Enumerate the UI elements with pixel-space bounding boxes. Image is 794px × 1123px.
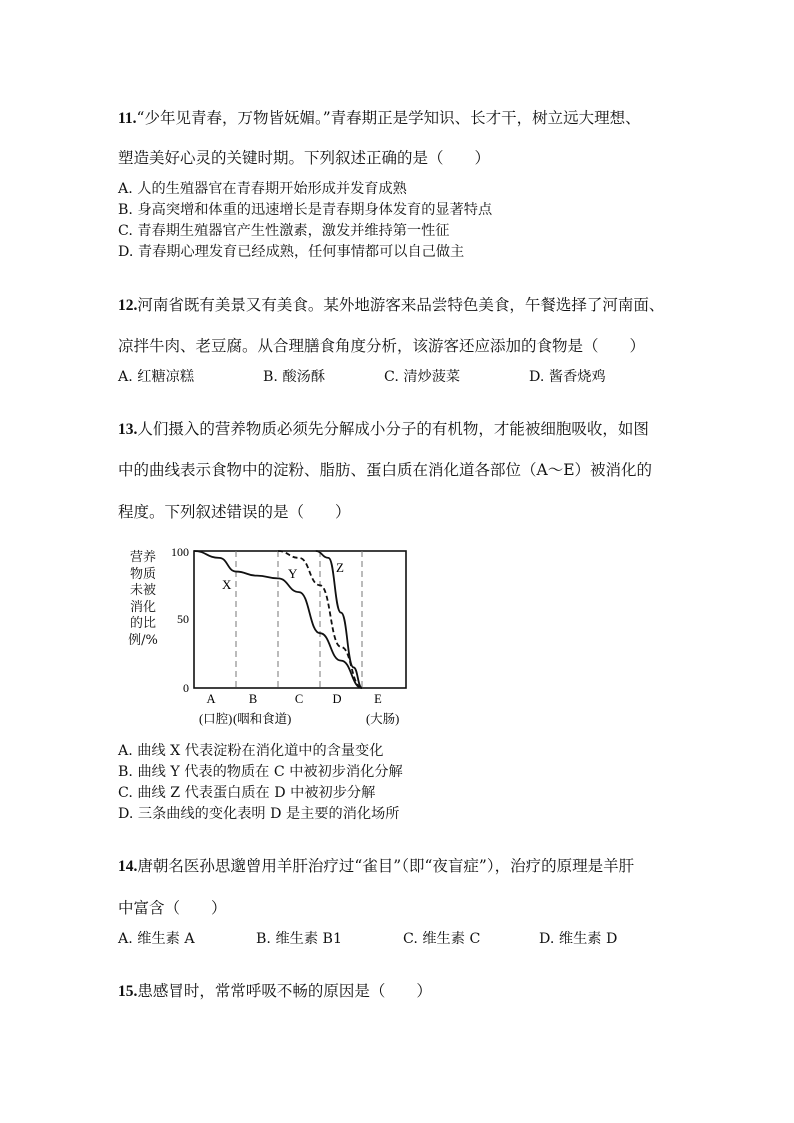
q12-stem-line2: 凉拌牛肉、老豆腐。从合理膳食角度分析，该游客还应添加的食物是（ ） (118, 337, 646, 355)
ytick-100: 100 (171, 545, 189, 559)
xnote-E: (大肠) (366, 712, 400, 726)
plot-frame (194, 551, 406, 688)
q14-stem-line2: 中富含（ ） (118, 899, 227, 917)
q12-option-c[interactable]: C. 清炒菠菜 (384, 369, 461, 385)
xnote-A: (口腔) (199, 712, 233, 726)
q13-option-d[interactable]: D. 三条曲线的变化表明 D 是主要的消化场所 (118, 806, 400, 822)
q13-stem-line1: 13.人们摄入的营养物质必须先分解成小分子的有机物，才能被细胞吸收，如图 (118, 420, 649, 438)
q13-stem-line3: 程度。下列叙述错误的是（ ） (118, 503, 351, 521)
chart-plot (160, 540, 420, 730)
q12-option-a[interactable]: A. 红糖凉糕 (118, 369, 195, 385)
chart-ylabel: 营养 物质 未被 消化 的比 例/% (128, 550, 158, 648)
xtick-D: D (332, 692, 342, 706)
q12-number: 12. (118, 297, 138, 314)
series-label-X: X (222, 577, 232, 592)
q12-option-b[interactable]: B. 酸汤酥 (263, 369, 326, 385)
q14-option-d[interactable]: D. 维生素 D (539, 931, 618, 947)
q11-option-a[interactable]: A. 人的生殖器官在青春期开始形成并发育成熟 (118, 181, 407, 197)
series-label-Z: Z (336, 560, 344, 575)
q14-number: 14. (118, 858, 138, 875)
xtick-C: C (294, 692, 304, 706)
q11-stem-line2: 塑造美好心灵的关键时期。下列叙述正确的是（ ） (118, 149, 491, 167)
q12-option-d[interactable]: D. 酱香烧鸡 (529, 369, 606, 385)
q15-stem-line1: 15.患感冒时，常常呼吸不畅的原因是（ ） (118, 982, 432, 1000)
q13-option-b[interactable]: B. 曲线 Y 代表的物质在 C 中被初步消化分解 (118, 764, 403, 780)
q11-option-d[interactable]: D. 青春期心理发育已经成熟，任何事情都可以自己做主 (118, 244, 465, 260)
xtick-A: A (206, 692, 216, 706)
q14-option-a[interactable]: A. 维生素 A (118, 931, 195, 947)
q11-number: 11. (118, 110, 137, 127)
q14-stem-line1: 14.唐朝名医孙思邈曾用羊肝治疗过“雀目”（即“夜盲症”），治疗的原理是羊肝 (118, 857, 635, 875)
xnote-B: (咽和食道) (233, 712, 292, 726)
q11-stem-line1: 11.“少年见青春，万物皆妩媚。”青春期正是学知识、长才干，树立远大理想、 (118, 109, 641, 127)
xtick-B: B (248, 692, 258, 706)
ytick-0: 0 (183, 681, 189, 695)
q14-option-c[interactable]: C. 维生素 C (403, 931, 481, 947)
q12-stem-line1: 12.河南省既有美景又有美食。某外地游客来品尝特色美食，午餐选择了河南面、 (118, 296, 665, 314)
q13-number: 13. (118, 421, 138, 438)
q11-option-b[interactable]: B. 身高突增和体重的迅速增长是青春期身体发育的显著特点 (118, 202, 493, 218)
series-label-Y: Y (288, 566, 298, 581)
q13-option-c[interactable]: C. 曲线 Z 代表蛋白质在 D 中被初步分解 (118, 785, 376, 801)
q13-option-a[interactable]: A. 曲线 X 代表淀粉在消化道中的含量变化 (118, 743, 384, 759)
q13-stem-line2: 中的曲线表示食物中的淀粉、脂肪、蛋白质在消化道各部位（A～E）被消化的 (118, 461, 653, 479)
ytick-50: 50 (177, 612, 189, 626)
q11-option-c[interactable]: C. 青春期生殖器官产生性激素，激发并维持第一性征 (118, 223, 450, 239)
q15-number: 15. (118, 983, 138, 1000)
q14-option-b[interactable]: B. 维生素 B1 (256, 931, 342, 947)
xtick-E: E (374, 692, 382, 706)
